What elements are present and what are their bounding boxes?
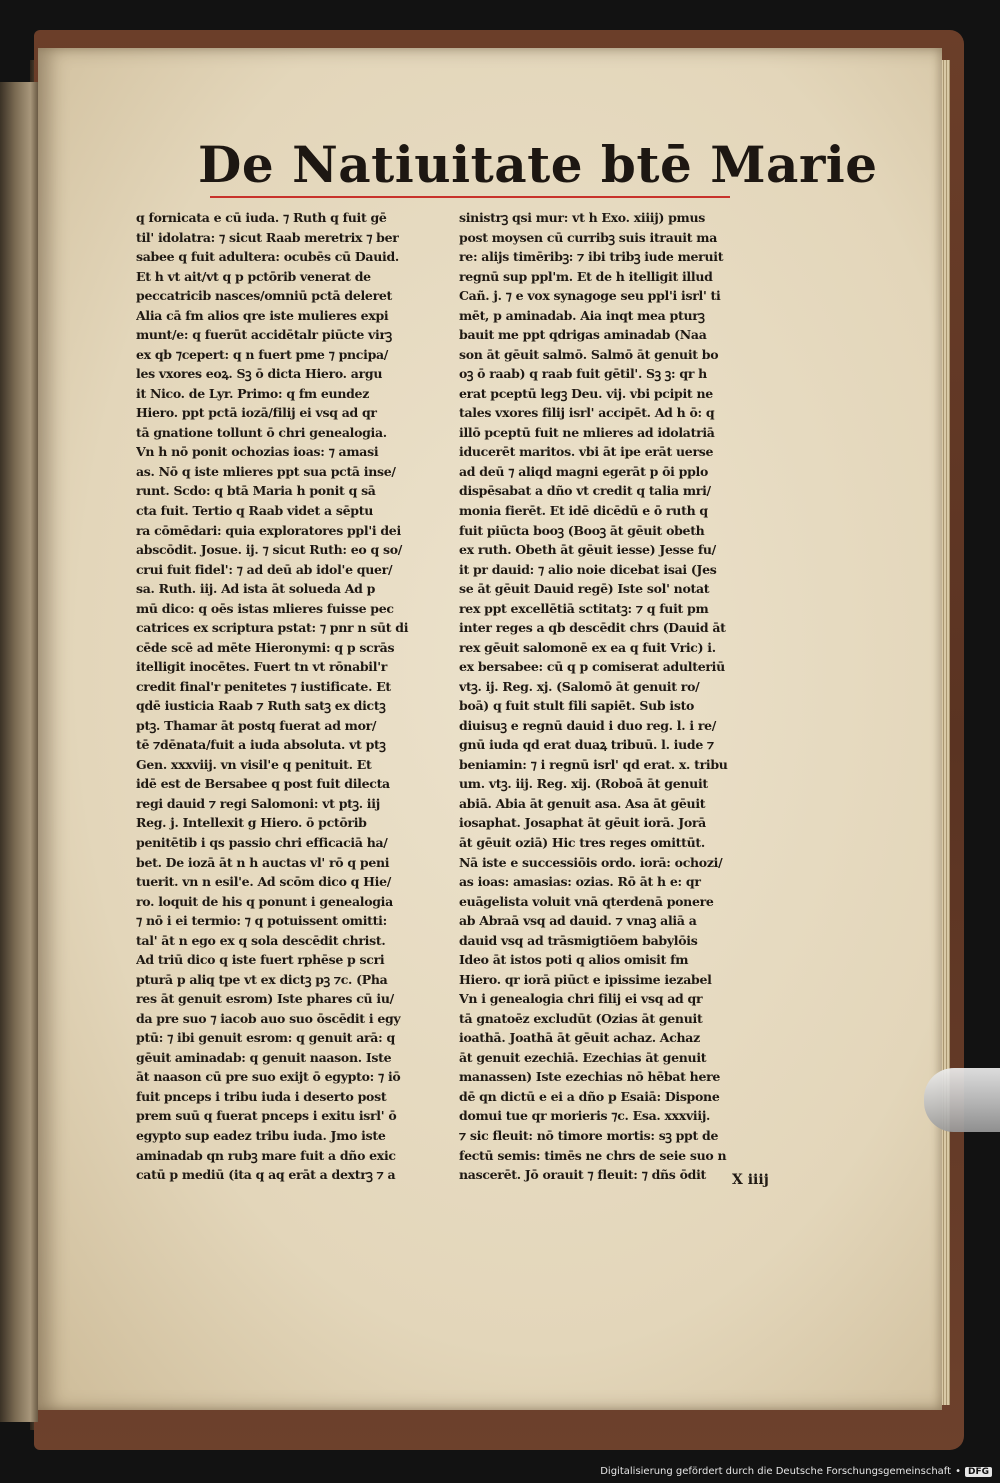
text-line: son āt gēuit salmō. Salmō āt genuit bo (459, 346, 719, 362)
text-line: itelligit inocētes. Fuert tn vt rōnabil'r (136, 659, 388, 675)
text-line: Alia cā fm alios qre iste mulieres expi (136, 307, 389, 323)
text-line: nascerēt. Jō orauit ⁊ fleuit: ⁊ dñs ōdit (459, 1167, 706, 1183)
text-line: oꝫ ō raab) q raab fuit gētil'. Sꝫ ꝫ: qr h (459, 366, 707, 382)
text-line: dauid vsq ad trāsmigtiōem babylōis (459, 932, 698, 948)
text-line: inter reges a qb descēdit chrs (Dauid āt (459, 620, 726, 636)
text-line: tā gnatione tollunt ō chri genealogia. (136, 424, 387, 440)
text-line: cta fuit. Tertio q Raab videt a sēptu (136, 502, 373, 518)
text-line: ⁊ sic fleuit: nō timore mortis: sꝫ ppt de (459, 1127, 719, 1143)
text-line: Vn i genealogia chri filij ei vsq ad qr (459, 991, 703, 1007)
text-line: tales vxores filij isrl' accipēt. Ad h ō: q (459, 405, 715, 421)
text-line: Reg. j. Intellexit g Hiero. ō pctōrib (136, 815, 367, 831)
text-line: Vn h nō ponit ochozias ioas: ⁊ amasi (136, 444, 379, 460)
text-line: ad deū ⁊ aliqd magni egerāt p ōi pplo (459, 463, 709, 479)
text-line: euāgelista voluit vnā qterdenā ponere (459, 893, 714, 909)
text-line: q fornicata e cū iuda. ⁊ Ruth q fuit gē (136, 210, 387, 225)
text-line: Gen. xxxviij. vn visil'e q penituit. Et (136, 756, 372, 772)
text-line: les vxores eoꝝ. Sꝫ ō dicta Hiero. argu (136, 366, 383, 382)
text-line: penitētib i qs passio chri efficaciā ha/ (136, 835, 388, 850)
text-line: Ideo āt istos poti q alios omisit fm (459, 952, 689, 968)
text-line: um. vtꝫ. iij. Reg. xij. (Roboā āt genuit (459, 776, 708, 792)
page-holder-clip (924, 1068, 1000, 1132)
signature-mark: X iiij (732, 1172, 769, 1188)
text-line: it Nico. de Lyr. Primo: q fm eundez (136, 385, 370, 401)
text-line: pturā p aliq tpe vt ex dictꝫ pꝫ ⁊c. (Pha (136, 971, 388, 987)
text-line: munt/e: q fuerūt accidētalr piūcte virꝫ (136, 327, 392, 343)
text-line: regi dauid ⁊ regi Salomoni: vt ptꝫ. iij (136, 795, 380, 811)
text-line: Nā iste e successiōis ordo. iorā: ochozi/ (459, 854, 723, 870)
text-line: iosaphat. Josaphat āt gēuit iorā. Jorā (459, 815, 706, 831)
text-line: til' idolatra: ⁊ sicut Raab meretrix ⁊ ber (136, 229, 399, 245)
dfg-logo: DFG (965, 1467, 992, 1477)
text-line: re: alijs timēribꝫ: ⁊ ibi tribꝫ iude meruit (459, 249, 724, 265)
text-line: ex bersabee: cū q p comiserat adulteriū (459, 659, 725, 675)
title-red-underline (210, 196, 730, 198)
text-line: ex qb ⁊cepert: q n fuert pme ⁊ pncipa/ (136, 346, 389, 362)
left-text-column (136, 208, 456, 1185)
text-line: res āt genuit esrom) Iste phares cū iu/ (136, 991, 394, 1007)
text-line: sinistrꝫ qsi mur: vt h Exo. xiiij) pmus (459, 210, 706, 225)
digitization-footer (600, 1466, 992, 1477)
text-line: it pr dauid: ⁊ alio noie dicebat isai (Jes (459, 561, 717, 577)
text-line: gnū iuda qd erat duaꝝ tribuū. l. iude ⁊ (459, 737, 714, 753)
text-line: da pre suo ⁊ iacob auo suo ōscēdit i egy (136, 1010, 401, 1026)
text-line: dispēsabat a dño vt credit q talia mri/ (459, 483, 711, 499)
text-line: boā) q fuit stult fili sapiēt. Sub isto (459, 698, 695, 714)
text-line: tal' āt n ego ex q sola descēdit christ. (136, 932, 386, 948)
text-line: manassen) Iste ezechias nō hēbat here (459, 1069, 721, 1085)
text-line: ex ruth. Obeth āt gēuit iesse) Jesse fu/ (459, 542, 716, 558)
text-line: ro. loquit de his q ponunt i genealogia (136, 893, 393, 909)
text-line: post moysen cū curribꝫ suis itrauit ma (459, 229, 718, 245)
text-line: āt gēuit oziā) Hic tres reges omittūt. (459, 835, 705, 850)
text-line: gēuit aminadab: q genuit naason. Iste (136, 1049, 392, 1065)
text-line: tuerit. vn n esil'e. Ad scōm dico q Hie/ (136, 874, 392, 890)
right-text-column (459, 208, 779, 1185)
text-line: iducerēt maritos. vbi āt ipe erāt uerse (459, 444, 714, 460)
text-line: āt naason cū pre suo exijt ō egypto: ⁊ iō (136, 1069, 401, 1085)
text-line: mū dico: q oēs istas mlieres fuisse pec (136, 600, 394, 616)
text-line: runt. Scdo: q btā Maria h ponit q sā (136, 483, 376, 499)
text-line: idē est de Bersabee q post fuit dilecta (136, 776, 390, 792)
text-line: fectū semis: timēs ne chrs de seie suo n (459, 1147, 727, 1163)
footer-separator-icon: • (955, 1466, 961, 1477)
text-line: abscōdit. Josue. ij. ⁊ sicut Ruth: eo q so/ (136, 542, 403, 558)
text-line: se āt gēuit Dauid regē) Iste sol' notat (459, 581, 710, 597)
text-line: ptū: ⁊ ibi genuit esrom: q genuit arā: q (136, 1030, 395, 1046)
left-page-edge (0, 82, 38, 1422)
text-line: Et h vt ait/vt q p pctōrib venerat de (136, 268, 371, 284)
page-title: De Natiuitate btē Marie (198, 135, 878, 194)
text-line: abiā. Abia āt genuit asa. Asa āt gēuit (459, 795, 706, 811)
text-line: sabee q fuit adultera: ocubēs cū Dauid. (136, 249, 399, 265)
text-line: domui tue qr morieris ⁊c. Esa. xxxviij. (459, 1108, 711, 1124)
text-line: fuit pnceps i tribu iuda i deserto post (136, 1088, 387, 1104)
text-line: diuisuꝫ e regnū dauid i duo reg. l. i re/ (459, 717, 717, 733)
text-line: tē ⁊dēnata/fuit a iuda absoluta. vt ptꝫ (136, 737, 386, 753)
text-line: Hiero. ppt pctā iozā/filij ei vsq ad qr (136, 405, 377, 421)
text-line: tā gnatoēz excludūt (Ozias āt genuit (459, 1010, 703, 1026)
text-line: catū p mediū (ita q aq erāt a dextrꝫ ⁊ a (136, 1167, 396, 1183)
text-line: cēde scē ad mēte Hieronymi: q p scrās (136, 639, 395, 655)
text-line: bet. De iozā āt n h auctas vl' rō q peni (136, 854, 390, 870)
footer-text: Digitalisierung gefördert durch die Deutsche Forschungsgemeinschaft (600, 1466, 952, 1477)
text-line: ab Abraā vsq ad dauid. ⁊ vnaꝫ aliā a (459, 913, 697, 929)
text-line: vtꝫ. ij. Reg. xj. (Salomō āt genuit ro/ (459, 678, 700, 694)
text-line: rex ppt excellētiā sctitatꝫ: ⁊ q fuit pm (459, 600, 709, 616)
text-line: beniamin: ⁊ i regnū isrl' qd erat. x. tribu (459, 756, 728, 772)
text-line: fuit piūcta booꝫ (Booꝫ āt gēuit obeth (459, 522, 705, 538)
text-line: prem suū q fuerat pnceps i exitu isrl' ō (136, 1108, 397, 1124)
text-line: Hiero. qr iorā piūct e ipissime iezabel (459, 971, 712, 987)
text-line: āt genuit ezechiā. Ezechias āt genuit (459, 1049, 707, 1065)
text-line: ra cōmēdari: quia exploratores ppl'i dei (136, 522, 401, 538)
text-line: dē qn dictū e ei a dño p Esaiā: Dispone (459, 1088, 720, 1104)
text-line: qdē iusticia Raab ⁊ Ruth satꝫ ex dictꝫ (136, 698, 386, 714)
text-line: as. Nō q iste mlieres ppt sua pctā inse/ (136, 463, 396, 479)
text-line: egypto sup eadez tribu iuda. Jmo iste (136, 1127, 386, 1143)
text-line: bauit me ppt qdrigas aminadab (Naa (459, 327, 707, 343)
text-line: Cañ. j. ⁊ e vox synagoge seu ppl'i isrl' ti (459, 288, 721, 304)
text-line: aminadab qn rubꝫ mare fuit a dño exic (136, 1147, 396, 1163)
text-line: credit final'r penitetes ⁊ iustificate. Et (136, 678, 391, 694)
text-line: monia fierēt. Et idē dicēdū e ō ruth q (459, 502, 708, 518)
text-line: erat pceptū legꝫ Deu. vij. vbi pcipit ne (459, 385, 713, 401)
text-line: crui fuit fidel': ⁊ ad deū ab idol'e quer/ (136, 561, 393, 577)
text-line: ioathā. Joathā āt gēuit achaz. Achaz (459, 1030, 700, 1046)
text-line: as ioas: amasias: ozias. Rō āt h e: qr (459, 874, 701, 890)
text-line: illō pceptū fuit ne mlieres ad idolatriā (459, 424, 715, 440)
text-line: rex gēuit salomonē ex ea q fuit Vric) i. (459, 639, 716, 655)
text-line: Ad triū dico q iste fuert rphēse p scri (136, 952, 385, 968)
text-line: regnū sup ppl'm. Et de h itelligit illud (459, 268, 713, 284)
text-line: sa. Ruth. iij. Ad ista āt solueda Ad p (136, 581, 376, 597)
text-line: mēt, p aminadab. Aia inqt mea pturꝫ (459, 307, 705, 323)
text-line: ptꝫ. Thamar āt postq fuerat ad mor/ (136, 717, 377, 733)
text-line: peccatricib nasces/omniū pctā deleret (136, 288, 392, 304)
text-line: catrices ex scriptura pstat: ⁊ pnr n sūt di (136, 620, 409, 636)
text-line: ⁊ nō i ei termio: ⁊ q potuissent omitti: (136, 913, 387, 929)
